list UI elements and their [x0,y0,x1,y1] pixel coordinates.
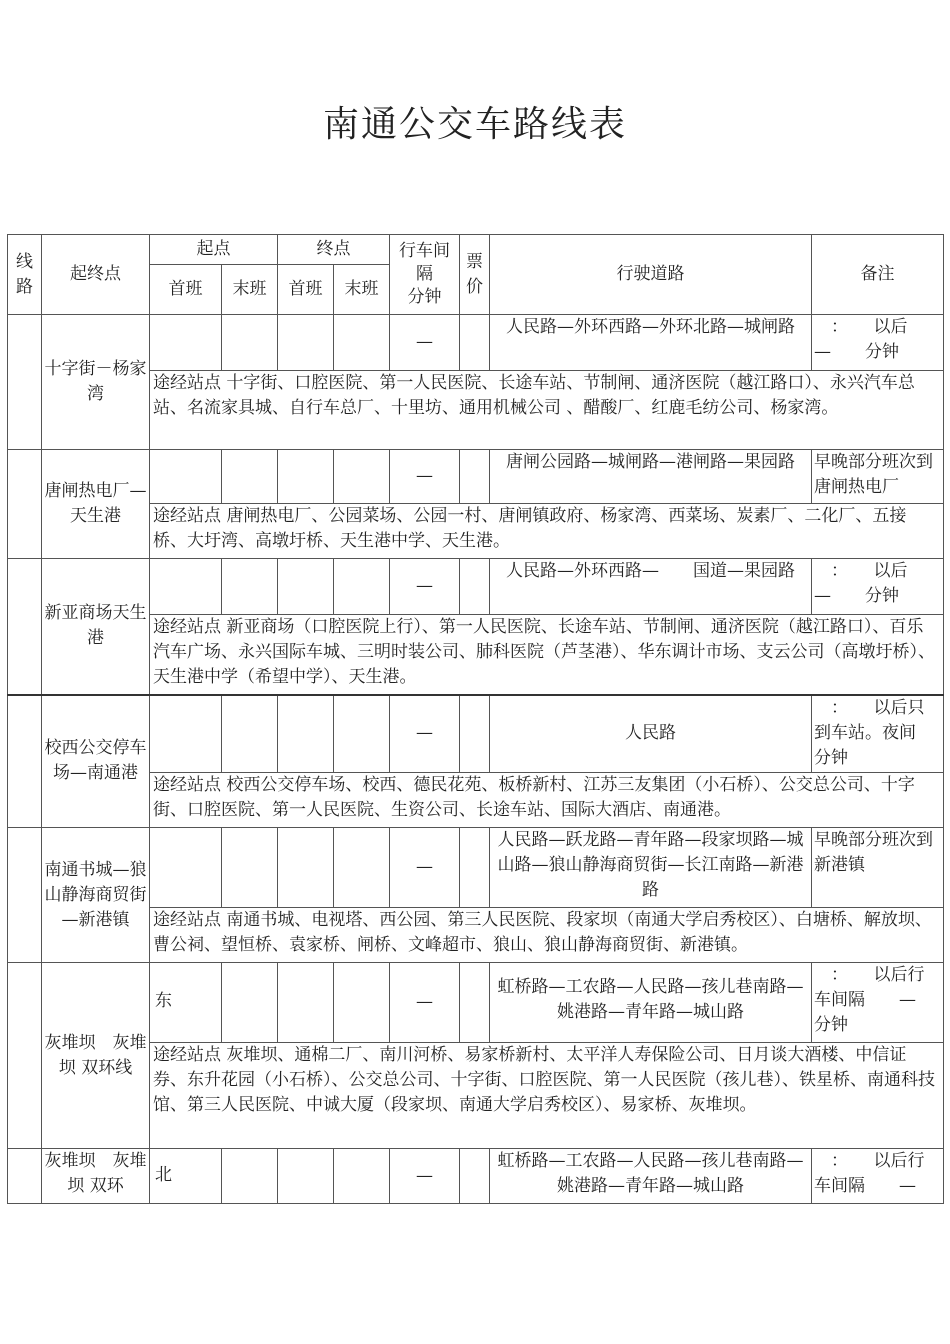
start-first-time [150,828,222,908]
header-fare: 票 价 [460,235,490,315]
route-roads: 人民路—外环西路— 国道—果园路 [490,559,812,615]
end-last-time [334,963,390,1043]
table-row [8,695,944,773]
line-number-cell [8,695,42,828]
line-number-cell [8,315,42,450]
start-last-time [222,963,278,1043]
route-note: ： 以后 — 分钟 [812,559,944,615]
route-roads: 唐闸公园路—城闸路—港闸路—果园路 [490,450,812,504]
route-stops: 途经站点 南通书城、电视塔、西公园、第三人民医院、段家坝（南通大学启秀校区）、白塘桥、解放坝、曹公祠、望恒桥、袁家桥、闸桥、文峰超市、狼山、狼山静海商贸街、新港镇。 [150,908,944,963]
start-first-time [150,559,222,615]
end-first-time [278,450,334,504]
end-first-time [278,1149,334,1204]
route-note: ： 以后行车间隔 — 分钟 [812,963,944,1043]
end-first-time [278,315,334,371]
route-note: 早晚部分班次到唐闸热电厂 [812,450,944,504]
bus-route-table [7,234,950,1204]
fare-value [460,828,490,908]
interval-value: — [390,450,460,504]
route-endpoints: 灰堆坝 灰堆坝 双环线 [42,963,150,1149]
interval-value: — [390,559,460,615]
header-line: 线 路 [8,235,42,315]
end-last-time [334,1149,390,1204]
header-interval: 行车间 隔 分钟 [390,235,460,315]
end-last-time [334,315,390,371]
route-endpoints: 十字街－杨家湾 [42,315,150,450]
header-endpoints: 起终点 [42,235,150,315]
line-number-cell [8,1149,42,1204]
header-start-last: 末班 [222,265,278,315]
route-endpoints: 灰堆坝 灰堆坝 双环 [42,1149,150,1204]
end-first-time [278,963,334,1043]
line-number-cell [8,559,42,695]
route-roads: 人民路 [490,695,812,773]
end-first-time [278,828,334,908]
start-last-time [222,695,278,773]
route-roads: 虹桥路—工农路—人民路—孩儿巷南路—姚港路—青年路—城山路 [490,963,812,1043]
route-stops: 途经站点 十字街、口腔医院、第一人民医院、长途车站、节制闸、通济医院（越江路口）、永兴汽车总站、名流家具城、自行车总厂、十里坊、通用机械公司 、醋酸厂、红鹿毛纺公司、杨家湾。 [150,371,944,450]
end-last-time [334,828,390,908]
table-row [8,315,944,371]
route-endpoints: 唐闸热电厂—天生港 [42,450,150,559]
line-number-cell [8,828,42,963]
header-end-first: 首班 [278,265,334,315]
table-row [8,1149,944,1204]
interval-value: — [390,963,460,1043]
interval-value: — [390,828,460,908]
table-row [8,559,944,615]
end-first-time [278,695,334,773]
route-roads: 人民路—跃龙路—青年路—段家坝路—城山路—狼山静海商贸街—长江南路—新港路 [490,828,812,908]
start-last-time [222,315,278,371]
table-row [8,963,944,1043]
route-note: 早晚部分班次到新港镇 [812,828,944,908]
interval-value: — [390,695,460,773]
start-first-time: 东 [150,963,222,1043]
end-first-time [278,559,334,615]
interval-value: — [390,1149,460,1204]
fare-value [460,559,490,615]
start-first-time: 北 [150,1149,222,1204]
route-stops: 途经站点 新亚商场（口腔医院上行）、第一人民医院、长途车站、节制闸、通济医院（越江路口）、百乐汽车广场、永兴国际车城、三明时装公司、肺科医院（芦茎港）、华东调计市场、支云公司（高墩圩桥）、天生港中学（希望中学）、天生港。 [150,615,944,695]
route-stops: 途经站点 灰堆坝、通棉二厂、南川河桥、易家桥新村、太平洋人寿保险公司、日月谈大酒楼、中信证券、东升花园（小石桥）、公交总公司、十字街、口腔医院、第一人民医院（孩儿巷）、铁星桥、南通科技馆、第三人民医院、中诚大厦（段家坝、南通大学启秀校区）、易家桥、灰堆坝。 [150,1043,944,1149]
route-roads: 人民路—外环西路—外环北路—城闸路 [490,315,812,371]
route-roads: 虹桥路—工农路—人民路—孩儿巷南路—姚港路—青年路—城山路 [490,1149,812,1204]
start-last-time [222,1149,278,1204]
route-stops: 途经站点 唐闸热电厂、公园菜场、公园一村、唐闸镇政府、杨家湾、西菜场、炭素厂、二化厂、五接桥、大圩湾、高墩圩桥、天生港中学、天生港。 [150,504,944,559]
line-number-cell [8,450,42,559]
end-last-time [334,695,390,773]
start-last-time [222,828,278,908]
fare-value [460,450,490,504]
table-row [8,828,944,908]
table-row [8,450,944,504]
route-note: ： 以后 — 分钟 [812,315,944,371]
fare-value [460,963,490,1043]
route-note: ： 以后行车间隔 — [812,1149,944,1204]
end-last-time [334,559,390,615]
start-last-time [222,450,278,504]
header-note: 备注 [812,235,944,315]
line-number-cell [8,963,42,1149]
interval-value: — [390,315,460,371]
page-title: 南通公交车路线表 [322,104,627,145]
header-end-last: 末班 [334,265,390,315]
fare-value [460,1149,490,1204]
route-endpoints: 南通书城—狼山静海商贸街—新港镇 [42,828,150,963]
route-stops: 途经站点 校西公交停车场、校西、德民花苑、板桥新村、江苏三友集团（小石桥）、公交总公司、十字街、口腔医院、第一人民医院、生资公司、长途车站、国际大酒店、南通港。 [150,773,944,828]
header-start: 起点 [150,235,278,265]
route-endpoints: 新亚商场天生港 [42,559,150,695]
start-first-time [150,315,222,371]
start-last-time [222,559,278,615]
end-last-time [334,450,390,504]
route-note: ： 以后只到车站。夜间 分钟 [812,695,944,773]
start-first-time [150,450,222,504]
header-start-first: 首班 [150,265,222,315]
fare-value [460,315,490,371]
route-endpoints: 校西公交停车场—南通港 [42,695,150,828]
header-route: 行驶道路 [490,235,812,315]
header-end: 终点 [278,235,390,265]
fare-value [460,695,490,773]
start-first-time [150,695,222,773]
